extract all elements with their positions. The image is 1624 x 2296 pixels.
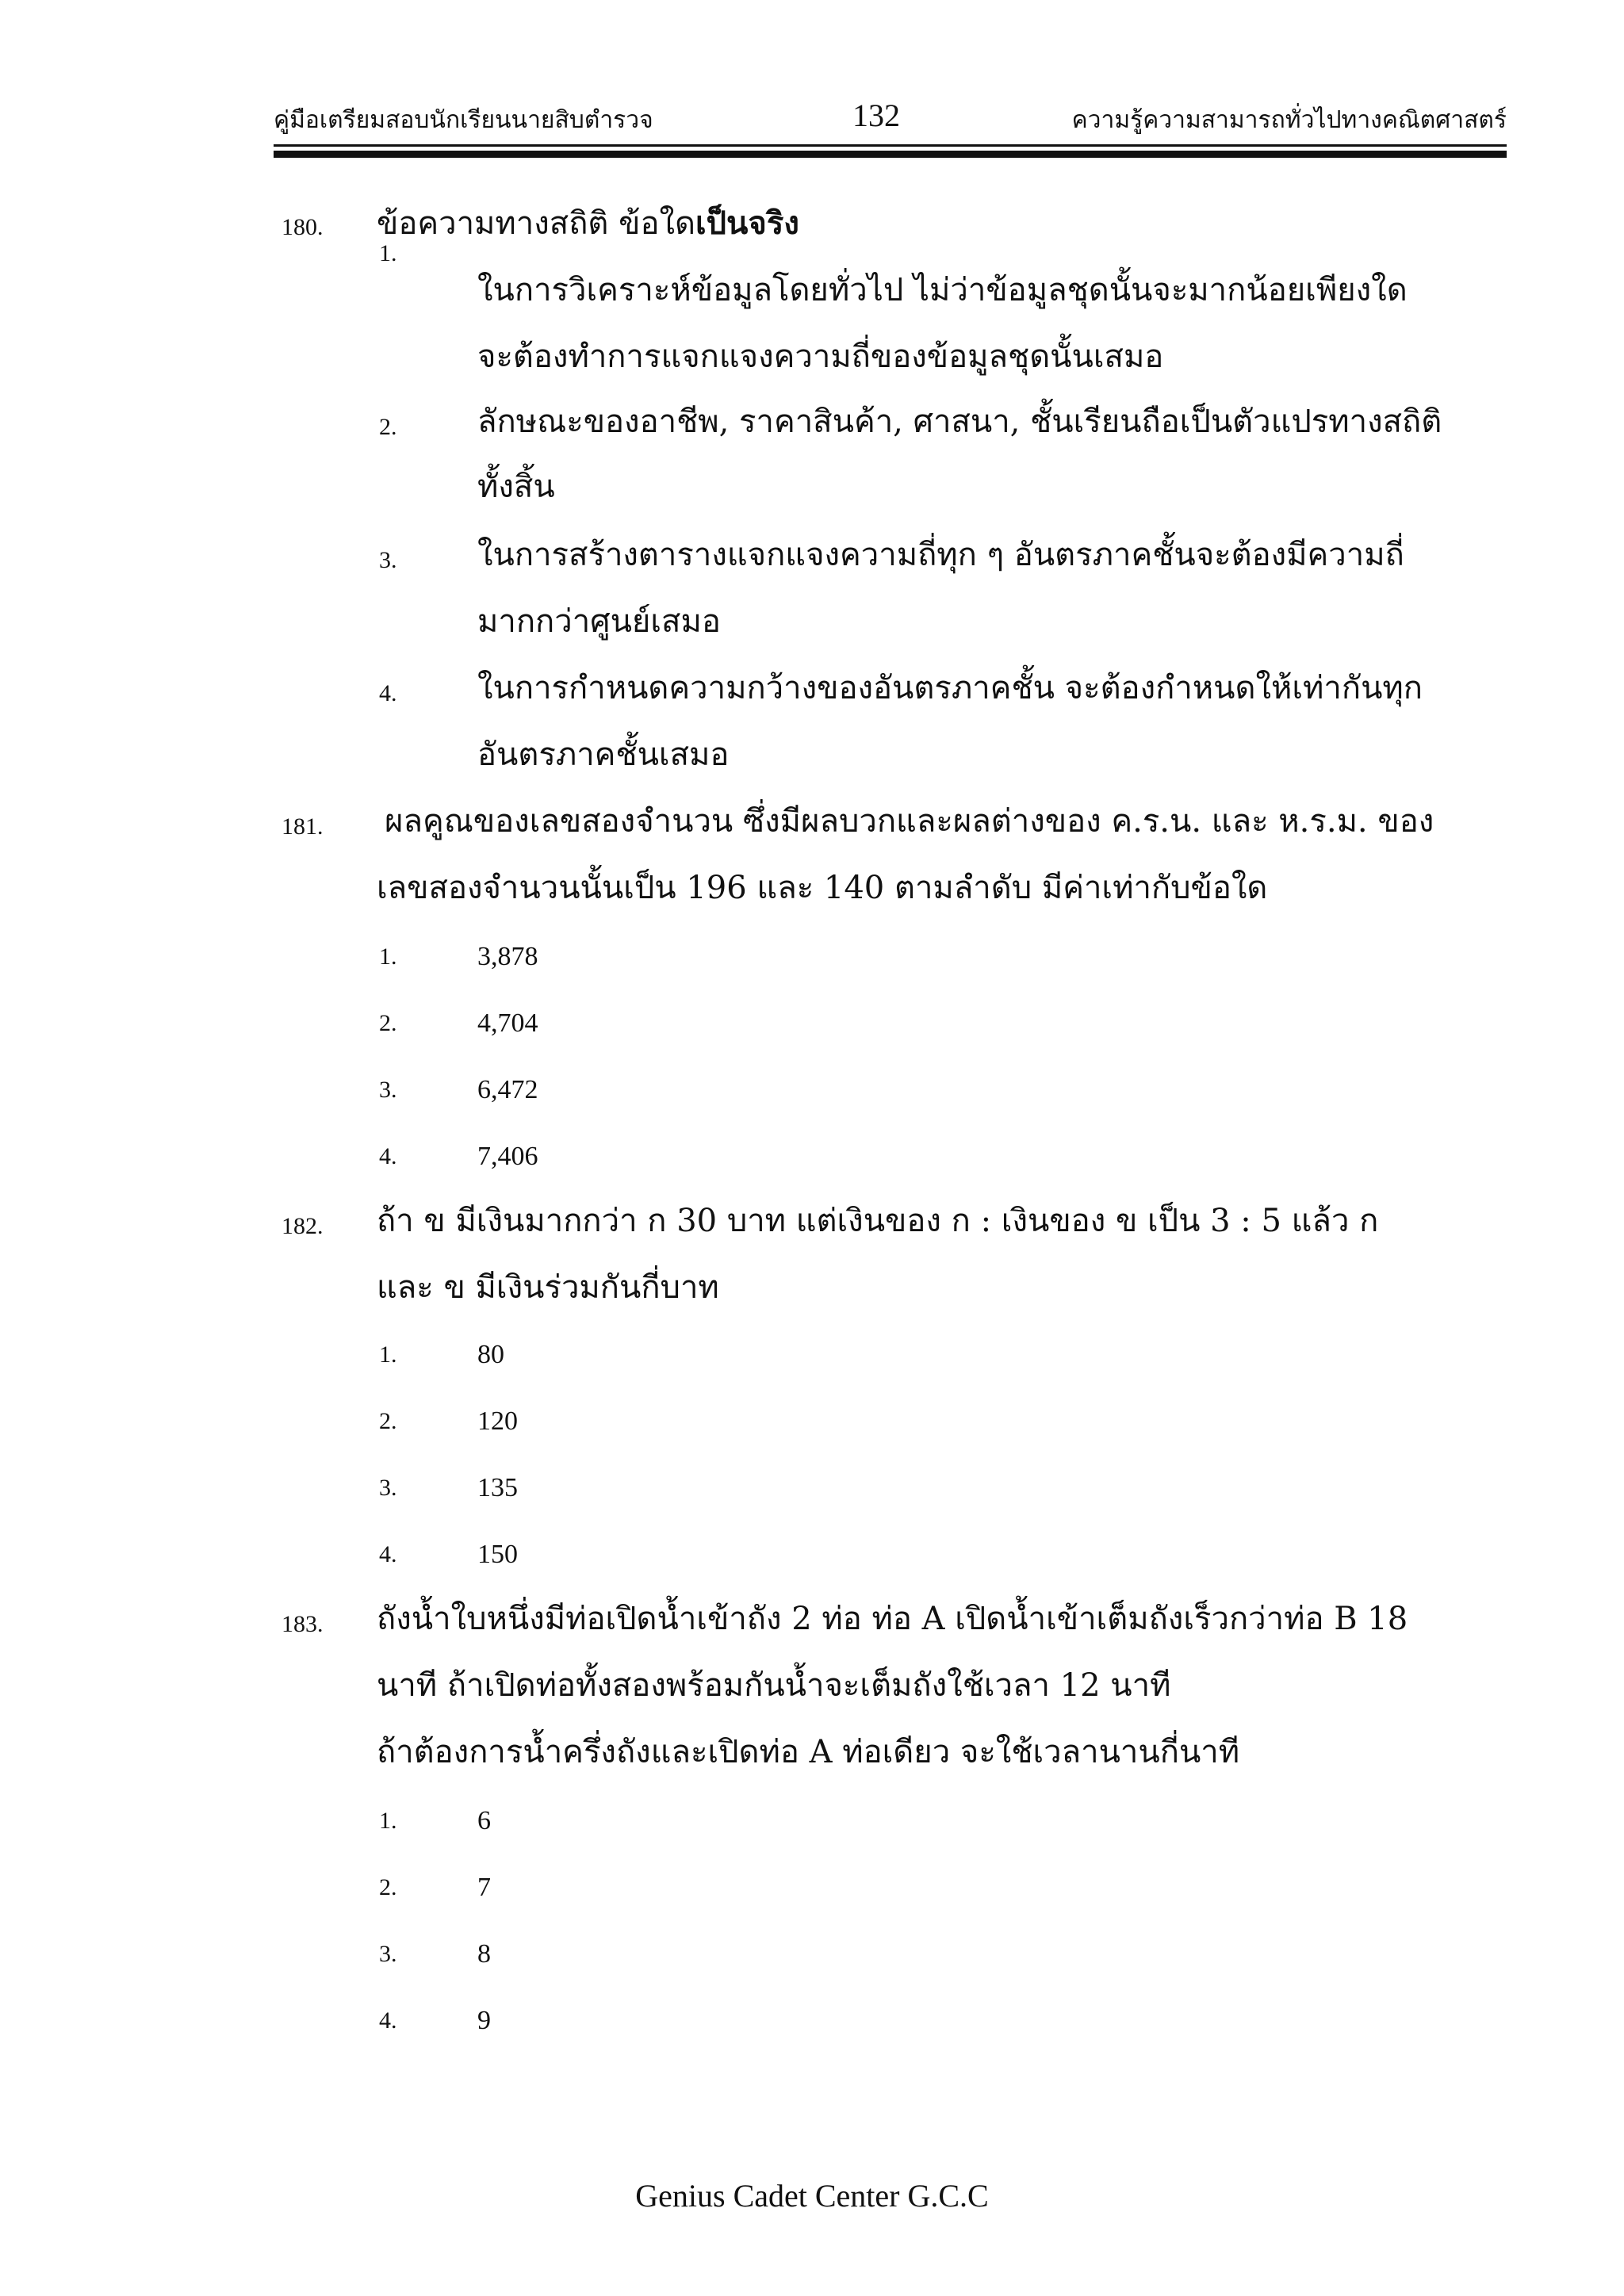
option-text-line: ลักษณะของอาชีพ, ราคาสินค้า, ศาสนา, ชั้นเรียนถือเป็นตัวแปรทางสถิติ — [477, 404, 1442, 440]
option-value: 9 — [477, 2006, 491, 2035]
option-value: 150 — [477, 1540, 518, 1569]
option-value: 135 — [477, 1473, 518, 1502]
option-text-line: อันตรภาคชั้นเสมอ — [477, 737, 730, 773]
question-number: 180. — [282, 214, 324, 240]
option-number: 4. — [379, 680, 397, 706]
page-number: 132 — [852, 98, 900, 133]
question-text-line: ผลคูณของเลขสองจำนวน ซึ่งมีผลบวกและผลต่างของ ค.ร.น. และ ห.ร.ม. ของ — [385, 803, 1434, 840]
option-number: 3. — [379, 1941, 397, 1967]
option-number: 2. — [379, 1408, 397, 1434]
option-value: 7 — [477, 1873, 491, 1902]
option-text-line: ทั้งสิ้น — [477, 469, 555, 505]
header-book-title: คู่มือเตรียมสอบนักเรียนนายสิบตำรวจ — [274, 106, 653, 134]
option-value: 8 — [477, 1939, 491, 1969]
option-number: 1. — [379, 1341, 397, 1368]
question-text-line: เลขสองจำนวนนั้นเป็น 196 และ 140 ตามลำดับ มีค่าเท่ากับข้อใด — [377, 870, 1268, 906]
question-text-line: ถ้าต้องการน้ำครึ่งถังและเปิดท่อ A ท่อเดียว จะใช้เวลานานกี่นาที — [377, 1734, 1240, 1770]
option-value: 80 — [477, 1340, 504, 1369]
option-number: 4. — [379, 2007, 397, 2034]
option-number: 1. — [379, 1808, 397, 1834]
option-number: 4. — [379, 1541, 397, 1567]
option-number: 4. — [379, 1143, 397, 1169]
option-value: 6 — [477, 1806, 491, 1835]
header-rule-thin — [274, 144, 1507, 147]
option-text-line: จะต้องทำการแจกแจงความถี่ของข้อมูลชุดนั้นเสมอ — [477, 339, 1164, 375]
option-text-line: ในการสร้างตารางแจกแจงความถี่ทุก ๆ อันตรภาคชั้นจะต้องมีความถี่ — [477, 537, 1404, 573]
question-text — [377, 190, 799, 257]
question-text-emphasis: เป็นจริง — [695, 205, 799, 242]
option-value: 3,878 — [477, 942, 538, 971]
option-text-line: มากกว่าศูนย์เสมอ — [477, 603, 721, 640]
question-text-line: และ ข มีเงินร่วมกันกี่บาท — [377, 1269, 719, 1306]
question-number: 182. — [282, 1213, 324, 1239]
option-text-line: ในการวิเคราะห์ข้อมูลโดยทั่วไป ไม่ว่าข้อมูลชุดนั้นจะมากน้อยเพียงใด — [477, 272, 1408, 308]
option-number: 1. — [379, 240, 397, 266]
option-value: 7,406 — [477, 1142, 538, 1171]
option-value: 4,704 — [477, 1008, 538, 1038]
option-number: 1. — [379, 943, 397, 970]
question-text-line: นาที ถ้าเปิดท่อทั้งสองพร้อมกันน้ำจะเต็มถังใช้เวลา 12 นาที — [377, 1667, 1171, 1704]
page-footer: Genius Cadet Center G.C.C — [635, 2178, 989, 2214]
question-text-normal: ข้อความทางสถิติ ข้อใด — [377, 205, 695, 242]
question-text-line: ถังน้ำใบหนึ่งมีท่อเปิดน้ำเข้าถัง 2 ท่อ ท่อ A เปิดน้ำเข้าเต็มถังเร็วกว่าท่อ B 18 — [377, 1601, 1408, 1637]
page-header — [274, 98, 1507, 143]
header-rule-thick — [274, 151, 1507, 158]
option-number: 3. — [379, 1475, 397, 1501]
option-number: 3. — [379, 547, 397, 573]
question-number: 183. — [282, 1611, 324, 1637]
option-number: 2. — [379, 1874, 397, 1900]
option-number: 2. — [379, 1010, 397, 1036]
option-text-line: ในการกำหนดความกว้างของอันตรภาคชั้น จะต้องกำหนดให้เท่ากันทุก — [477, 670, 1423, 706]
question-number: 181. — [282, 813, 324, 840]
option-value: 120 — [477, 1406, 518, 1436]
option-number: 3. — [379, 1077, 397, 1103]
question-text-line: ถ้า ข มีเงินมากกว่า ก 30 บาท แต่เงินของ ก : เงินของ ข เป็น 3 : 5 แล้ว ก — [377, 1203, 1379, 1239]
header-section-title: ความรู้ความสามารถทั่วไปทางคณิตศาสตร์ — [1071, 106, 1507, 134]
option-number: 2. — [379, 414, 397, 440]
option-value: 6,472 — [477, 1075, 538, 1104]
